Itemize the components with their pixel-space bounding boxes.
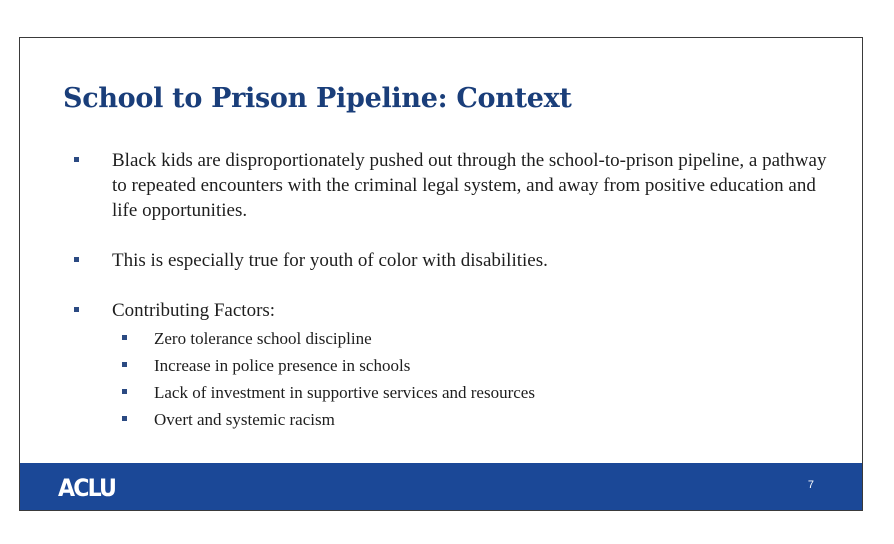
bullet-square-icon	[74, 157, 79, 162]
bullet-text: Contributing Factors:	[112, 300, 276, 321]
sub-bullet-text: Increase in police presence in schools	[154, 356, 411, 375]
bullet-item	[74, 248, 834, 273]
sub-bullet-text: Zero tolerance school discipline	[154, 329, 372, 348]
aclu-logo: ACLU	[58, 474, 116, 502]
bullet-text: Black kids are disproportionately pushed out through the school-to-prison pipeline, a pathway to repeated encounters with the criminal legal system, and away from positive education and life opportunities.	[112, 150, 827, 221]
sub-bullet-square-icon	[122, 416, 127, 421]
bullet-text: This is especially true for youth of color with disabilities.	[112, 250, 548, 271]
page-number: 7	[807, 479, 814, 491]
bullet-item	[74, 148, 834, 223]
sub-bullet-list	[112, 325, 834, 433]
sub-bullet-square-icon	[122, 389, 127, 394]
sub-bullet-square-icon	[122, 335, 127, 340]
slide	[19, 37, 863, 511]
bullet-square-icon	[74, 257, 79, 262]
sub-bullet-item	[112, 352, 834, 379]
sub-bullet-square-icon	[122, 362, 127, 367]
sub-bullet-item	[112, 325, 834, 352]
footer-bar	[20, 463, 862, 510]
slide-title: School to Prison Pipeline: Context	[63, 83, 572, 114]
bullet-item	[74, 298, 834, 433]
sub-bullet-text: Lack of investment in supportive services and resources	[154, 383, 535, 402]
bullet-list	[74, 148, 834, 433]
sub-bullet-item	[112, 379, 834, 406]
sub-bullet-item	[112, 406, 834, 433]
bullet-square-icon	[74, 307, 79, 312]
sub-bullet-text: Overt and systemic racism	[154, 410, 335, 429]
